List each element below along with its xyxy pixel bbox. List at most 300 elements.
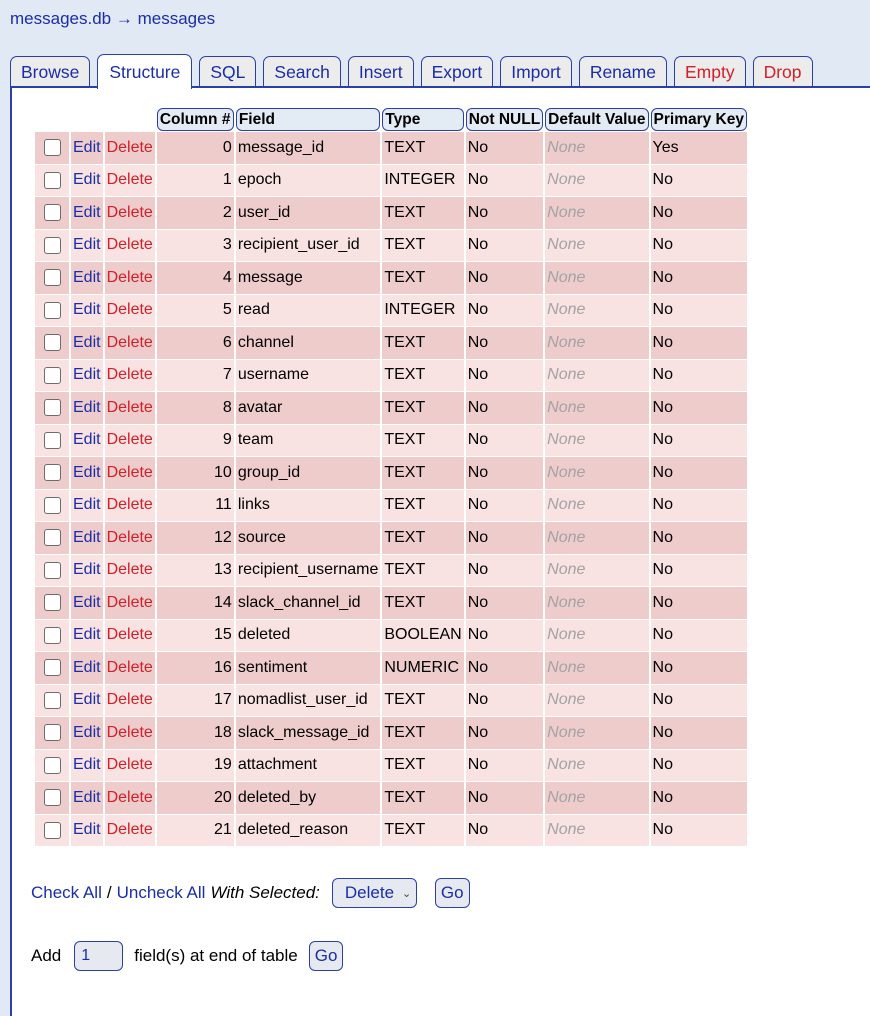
default-value: None bbox=[545, 229, 648, 262]
default-value: None bbox=[545, 456, 648, 489]
tab-export[interactable]: Export bbox=[421, 56, 494, 88]
delete-cell bbox=[105, 521, 155, 554]
column-number: 13 bbox=[157, 554, 234, 587]
field-type: TEXT bbox=[382, 749, 463, 782]
row-select-cell bbox=[35, 489, 69, 522]
column-number: 10 bbox=[157, 456, 234, 489]
row-select-cell bbox=[35, 326, 69, 359]
field-name: nomadlist_user_id bbox=[236, 684, 381, 717]
field-type: TEXT bbox=[382, 586, 463, 619]
delete-link[interactable]: Delete bbox=[106, 203, 153, 221]
field-name: slack_message_id bbox=[236, 716, 381, 749]
add-label: Add bbox=[31, 946, 62, 965]
primary-key-value: No bbox=[651, 521, 747, 554]
bulk-action-value: Delete bbox=[344, 883, 395, 902]
delete-cell bbox=[105, 586, 155, 619]
row-select-cell bbox=[35, 814, 69, 847]
table-row bbox=[35, 456, 747, 489]
column-number: 11 bbox=[157, 489, 234, 522]
field-name: attachment bbox=[236, 749, 381, 782]
delete-link[interactable]: Delete bbox=[106, 658, 153, 676]
default-value: None bbox=[545, 196, 648, 229]
delete-cell bbox=[105, 326, 155, 359]
column-number: 15 bbox=[157, 619, 234, 652]
edit-cell bbox=[71, 521, 103, 554]
delete-link[interactable]: Delete bbox=[106, 561, 153, 579]
field-name: deleted_by bbox=[236, 781, 381, 814]
edit-cell bbox=[71, 391, 103, 424]
delete-link[interactable]: Delete bbox=[106, 723, 153, 741]
column-number: 3 bbox=[157, 229, 234, 262]
not-null-value: No bbox=[466, 716, 543, 749]
table-row bbox=[35, 619, 747, 652]
delete-link[interactable]: Delete bbox=[106, 756, 153, 774]
default-value: None bbox=[545, 554, 648, 587]
edit-cell bbox=[71, 424, 103, 457]
row-checkbox[interactable] bbox=[44, 822, 61, 839]
tab-empty[interactable]: Empty bbox=[674, 56, 746, 88]
edit-link[interactable]: Edit bbox=[73, 138, 101, 156]
tab-search[interactable]: Search bbox=[263, 56, 340, 88]
primary-key-value: No bbox=[651, 554, 747, 587]
delete-cell bbox=[105, 164, 155, 197]
row-checkbox[interactable] bbox=[44, 724, 61, 741]
separator: / bbox=[106, 883, 112, 902]
table-row bbox=[35, 261, 747, 294]
edit-cell bbox=[71, 359, 103, 392]
header-blank bbox=[105, 108, 155, 131]
edit-link[interactable]: Edit bbox=[73, 821, 101, 839]
field-count-input[interactable]: 1 bbox=[74, 941, 123, 971]
primary-key-value: No bbox=[651, 164, 747, 197]
uncheck-all-link[interactable]: Uncheck All bbox=[116, 883, 206, 902]
field-name: team bbox=[236, 424, 381, 457]
edit-link[interactable]: Edit bbox=[73, 658, 101, 676]
add-fields-suffix: field(s) at end of table bbox=[134, 946, 298, 965]
row-select-cell bbox=[35, 391, 69, 424]
table-row bbox=[35, 554, 747, 587]
edit-cell bbox=[71, 554, 103, 587]
primary-key-value: No bbox=[651, 749, 747, 782]
check-all-link[interactable]: Check All bbox=[31, 883, 102, 902]
bulk-action-select[interactable] bbox=[332, 878, 417, 908]
table-row bbox=[35, 781, 747, 814]
field-type: INTEGER bbox=[382, 164, 463, 197]
row-select-cell bbox=[35, 164, 69, 197]
delete-link[interactable]: Delete bbox=[106, 333, 153, 351]
delete-cell bbox=[105, 651, 155, 684]
delete-cell bbox=[105, 456, 155, 489]
primary-key-value: No bbox=[651, 359, 747, 392]
not-null-value: No bbox=[466, 359, 543, 392]
table-row bbox=[35, 229, 747, 262]
primary-key-value: No bbox=[651, 586, 747, 619]
not-null-value: No bbox=[466, 424, 543, 457]
table-row bbox=[35, 164, 747, 197]
edit-link[interactable]: Edit bbox=[73, 366, 101, 384]
field-name: recipient_username bbox=[236, 554, 381, 587]
table-row bbox=[35, 391, 747, 424]
edit-cell bbox=[71, 164, 103, 197]
default-value: None bbox=[545, 814, 648, 847]
breadcrumb-arrow: → bbox=[115, 9, 133, 28]
table-row bbox=[35, 684, 747, 717]
header-field[interactable]: Field bbox=[236, 108, 381, 131]
header-column-num[interactable]: Column # bbox=[157, 108, 234, 131]
not-null-value: No bbox=[466, 131, 543, 164]
header-default-value[interactable]: Default Value bbox=[545, 108, 648, 131]
row-checkbox[interactable] bbox=[44, 757, 61, 774]
delete-link[interactable]: Delete bbox=[106, 463, 153, 481]
row-select-cell bbox=[35, 261, 69, 294]
edit-cell bbox=[71, 684, 103, 717]
default-value: None bbox=[545, 359, 648, 392]
edit-link[interactable]: Edit bbox=[73, 203, 101, 221]
tab-structure[interactable]: Structure bbox=[97, 54, 192, 89]
delete-link[interactable]: Delete bbox=[106, 301, 153, 319]
with-selected-label: With Selected: bbox=[210, 883, 320, 902]
add-fields-go-button[interactable]: Go bbox=[309, 941, 344, 971]
default-value: None bbox=[545, 521, 648, 554]
edit-link[interactable]: Edit bbox=[73, 268, 101, 286]
delete-link[interactable]: Delete bbox=[106, 236, 153, 254]
field-name: read bbox=[236, 294, 381, 327]
field-type: INTEGER bbox=[382, 294, 463, 327]
row-checkbox[interactable] bbox=[44, 367, 61, 384]
not-null-value: No bbox=[466, 554, 543, 587]
tab-browse[interactable]: Browse bbox=[10, 56, 90, 88]
field-type: TEXT bbox=[382, 684, 463, 717]
edit-link[interactable]: Edit bbox=[73, 333, 101, 351]
delete-link[interactable]: Delete bbox=[106, 691, 153, 709]
table-row bbox=[35, 521, 747, 554]
row-checkbox[interactable] bbox=[44, 432, 61, 449]
bulk-actions bbox=[31, 878, 470, 908]
not-null-value: No bbox=[466, 684, 543, 717]
default-value: None bbox=[545, 651, 648, 684]
row-checkbox[interactable] bbox=[44, 529, 61, 546]
delete-link[interactable]: Delete bbox=[106, 593, 153, 611]
column-number: 1 bbox=[157, 164, 234, 197]
table-row bbox=[35, 749, 747, 782]
header-type[interactable]: Type bbox=[382, 108, 463, 131]
bulk-go-button[interactable]: Go bbox=[435, 878, 470, 908]
not-null-value: No bbox=[466, 261, 543, 294]
edit-link[interactable]: Edit bbox=[73, 236, 101, 254]
default-value: None bbox=[545, 716, 648, 749]
row-select-cell bbox=[35, 749, 69, 782]
delete-cell bbox=[105, 229, 155, 262]
edit-cell bbox=[71, 196, 103, 229]
edit-link[interactable]: Edit bbox=[73, 723, 101, 741]
delete-link[interactable]: Delete bbox=[106, 398, 153, 416]
delete-cell bbox=[105, 749, 155, 782]
default-value: None bbox=[545, 619, 648, 652]
tab-drop[interactable]: Drop bbox=[753, 56, 813, 88]
table-row bbox=[35, 651, 747, 684]
field-type: TEXT bbox=[382, 456, 463, 489]
edit-link[interactable]: Edit bbox=[73, 691, 101, 709]
column-number: 17 bbox=[157, 684, 234, 717]
edit-cell bbox=[71, 749, 103, 782]
delete-link[interactable]: Delete bbox=[106, 528, 153, 546]
not-null-value: No bbox=[466, 749, 543, 782]
not-null-value: No bbox=[466, 781, 543, 814]
table-row bbox=[35, 196, 747, 229]
table-row bbox=[35, 131, 747, 164]
field-type: TEXT bbox=[382, 391, 463, 424]
primary-key-value: No bbox=[651, 196, 747, 229]
field-type: TEXT bbox=[382, 781, 463, 814]
column-number: 4 bbox=[157, 261, 234, 294]
delete-link[interactable]: Delete bbox=[106, 821, 153, 839]
delete-link[interactable]: Delete bbox=[106, 626, 153, 644]
primary-key-value: No bbox=[651, 391, 747, 424]
delete-cell bbox=[105, 684, 155, 717]
delete-link[interactable]: Delete bbox=[106, 366, 153, 384]
row-checkbox[interactable] bbox=[44, 172, 61, 189]
default-value: None bbox=[545, 391, 648, 424]
tab-sql[interactable]: SQL bbox=[199, 56, 256, 88]
delete-link[interactable]: Delete bbox=[106, 268, 153, 286]
breadcrumb-database-link[interactable]: messages.db bbox=[10, 9, 112, 28]
field-type: TEXT bbox=[382, 326, 463, 359]
structure-panel bbox=[10, 86, 870, 1016]
field-type: TEXT bbox=[382, 196, 463, 229]
delete-cell bbox=[105, 131, 155, 164]
field-name: message_id bbox=[236, 131, 381, 164]
field-type: TEXT bbox=[382, 554, 463, 587]
not-null-value: No bbox=[466, 456, 543, 489]
default-value: None bbox=[545, 781, 648, 814]
column-number: 18 bbox=[157, 716, 234, 749]
not-null-value: No bbox=[466, 294, 543, 327]
table-header-row bbox=[35, 108, 747, 131]
delete-link[interactable]: Delete bbox=[106, 496, 153, 514]
column-number: 16 bbox=[157, 651, 234, 684]
row-select-cell bbox=[35, 619, 69, 652]
primary-key-value: No bbox=[651, 781, 747, 814]
field-name: sentiment bbox=[236, 651, 381, 684]
row-select-cell bbox=[35, 554, 69, 587]
column-number: 12 bbox=[157, 521, 234, 554]
breadcrumb bbox=[10, 9, 215, 29]
row-select-cell bbox=[35, 359, 69, 392]
edit-cell bbox=[71, 131, 103, 164]
default-value: None bbox=[545, 684, 648, 717]
delete-link[interactable]: Delete bbox=[106, 788, 153, 806]
field-name: deleted bbox=[236, 619, 381, 652]
row-checkbox[interactable] bbox=[44, 789, 61, 806]
edit-cell bbox=[71, 326, 103, 359]
not-null-value: No bbox=[466, 391, 543, 424]
edit-cell bbox=[71, 261, 103, 294]
edit-cell bbox=[71, 814, 103, 847]
field-name: source bbox=[236, 521, 381, 554]
add-fields-form bbox=[31, 941, 343, 971]
primary-key-value: No bbox=[651, 424, 747, 457]
row-checkbox[interactable] bbox=[44, 139, 61, 156]
header-blank bbox=[35, 108, 69, 131]
row-select-cell bbox=[35, 131, 69, 164]
not-null-value: No bbox=[466, 196, 543, 229]
tab-bar bbox=[10, 53, 820, 88]
chevron-down-icon: ⌄ bbox=[402, 887, 412, 900]
not-null-value: No bbox=[466, 229, 543, 262]
row-checkbox[interactable] bbox=[44, 204, 61, 221]
column-number: 6 bbox=[157, 326, 234, 359]
field-type: TEXT bbox=[382, 131, 463, 164]
not-null-value: No bbox=[466, 814, 543, 847]
row-checkbox[interactable] bbox=[44, 237, 61, 254]
delete-cell bbox=[105, 554, 155, 587]
row-checkbox[interactable] bbox=[44, 334, 61, 351]
row-select-cell bbox=[35, 196, 69, 229]
row-select-cell bbox=[35, 781, 69, 814]
tab-import[interactable]: Import bbox=[500, 56, 572, 88]
field-type: BOOLEAN bbox=[382, 619, 463, 652]
default-value: None bbox=[545, 749, 648, 782]
header-primary-key[interactable]: Primary Key bbox=[651, 108, 747, 131]
edit-cell bbox=[71, 456, 103, 489]
column-number: 0 bbox=[157, 131, 234, 164]
row-checkbox[interactable] bbox=[44, 692, 61, 709]
row-checkbox[interactable] bbox=[44, 302, 61, 319]
primary-key-value: No bbox=[651, 456, 747, 489]
row-checkbox[interactable] bbox=[44, 627, 61, 644]
field-type: TEXT bbox=[382, 229, 463, 262]
delete-link[interactable]: Delete bbox=[106, 171, 153, 189]
field-name: slack_channel_id bbox=[236, 586, 381, 619]
primary-key-value: No bbox=[651, 326, 747, 359]
not-null-value: No bbox=[466, 326, 543, 359]
field-type: TEXT bbox=[382, 359, 463, 392]
edit-cell bbox=[71, 489, 103, 522]
edit-cell bbox=[71, 716, 103, 749]
delete-link[interactable]: Delete bbox=[106, 431, 153, 449]
row-checkbox[interactable] bbox=[44, 659, 61, 676]
tab-rename[interactable]: Rename bbox=[579, 56, 667, 88]
table-row bbox=[35, 294, 747, 327]
column-number: 9 bbox=[157, 424, 234, 457]
edit-link[interactable]: Edit bbox=[73, 561, 101, 579]
primary-key-value: No bbox=[651, 684, 747, 717]
field-type: TEXT bbox=[382, 716, 463, 749]
table-row bbox=[35, 359, 747, 392]
primary-key-value: Yes bbox=[651, 131, 747, 164]
default-value: None bbox=[545, 586, 648, 619]
delete-cell bbox=[105, 424, 155, 457]
primary-key-value: No bbox=[651, 651, 747, 684]
edit-cell bbox=[71, 651, 103, 684]
field-name: message bbox=[236, 261, 381, 294]
column-number: 19 bbox=[157, 749, 234, 782]
tab-insert[interactable]: Insert bbox=[348, 56, 414, 88]
row-select-cell bbox=[35, 229, 69, 262]
column-number: 14 bbox=[157, 586, 234, 619]
delete-cell bbox=[105, 716, 155, 749]
edit-link[interactable]: Edit bbox=[73, 398, 101, 416]
edit-link[interactable]: Edit bbox=[73, 528, 101, 546]
field-name: deleted_reason bbox=[236, 814, 381, 847]
row-checkbox[interactable] bbox=[44, 399, 61, 416]
primary-key-value: No bbox=[651, 619, 747, 652]
edit-link[interactable]: Edit bbox=[73, 463, 101, 481]
delete-link[interactable]: Delete bbox=[106, 138, 153, 156]
field-type: TEXT bbox=[382, 814, 463, 847]
breadcrumb-table-link[interactable]: messages bbox=[137, 9, 216, 28]
primary-key-value: No bbox=[651, 229, 747, 262]
table-row bbox=[35, 586, 747, 619]
row-select-cell bbox=[35, 586, 69, 619]
default-value: None bbox=[545, 261, 648, 294]
column-number: 8 bbox=[157, 391, 234, 424]
not-null-value: No bbox=[466, 586, 543, 619]
table-row bbox=[35, 424, 747, 457]
row-checkbox[interactable] bbox=[44, 269, 61, 286]
field-name: username bbox=[236, 359, 381, 392]
delete-cell bbox=[105, 391, 155, 424]
table-row bbox=[35, 814, 747, 847]
edit-cell bbox=[71, 294, 103, 327]
field-name: group_id bbox=[236, 456, 381, 489]
field-type: NUMERIC bbox=[382, 651, 463, 684]
edit-cell bbox=[71, 229, 103, 262]
row-checkbox[interactable] bbox=[44, 464, 61, 481]
table-row bbox=[35, 326, 747, 359]
row-select-cell bbox=[35, 651, 69, 684]
column-number: 21 bbox=[157, 814, 234, 847]
structure-table bbox=[33, 108, 749, 846]
edit-link[interactable]: Edit bbox=[73, 496, 101, 514]
header-blank bbox=[71, 108, 103, 131]
edit-link[interactable]: Edit bbox=[73, 788, 101, 806]
default-value: None bbox=[545, 131, 648, 164]
field-type: TEXT bbox=[382, 424, 463, 457]
delete-cell bbox=[105, 489, 155, 522]
not-null-value: No bbox=[466, 521, 543, 554]
row-checkbox[interactable] bbox=[44, 562, 61, 579]
field-name: recipient_user_id bbox=[236, 229, 381, 262]
field-type: TEXT bbox=[382, 521, 463, 554]
row-select-cell bbox=[35, 716, 69, 749]
field-type: TEXT bbox=[382, 261, 463, 294]
edit-cell bbox=[71, 781, 103, 814]
delete-cell bbox=[105, 196, 155, 229]
edit-link[interactable]: Edit bbox=[73, 756, 101, 774]
column-number: 7 bbox=[157, 359, 234, 392]
table-row bbox=[35, 716, 747, 749]
row-select-cell bbox=[35, 521, 69, 554]
edit-link[interactable]: Edit bbox=[73, 626, 101, 644]
edit-link[interactable]: Edit bbox=[73, 171, 101, 189]
column-number: 5 bbox=[157, 294, 234, 327]
row-checkbox[interactable] bbox=[44, 497, 61, 514]
row-select-cell bbox=[35, 294, 69, 327]
not-null-value: No bbox=[466, 651, 543, 684]
delete-cell bbox=[105, 781, 155, 814]
default-value: None bbox=[545, 164, 648, 197]
row-select-cell bbox=[35, 456, 69, 489]
field-name: epoch bbox=[236, 164, 381, 197]
edit-cell bbox=[71, 586, 103, 619]
edit-link[interactable]: Edit bbox=[73, 431, 101, 449]
edit-link[interactable]: Edit bbox=[73, 301, 101, 319]
row-checkbox[interactable] bbox=[44, 594, 61, 611]
default-value: None bbox=[545, 294, 648, 327]
header-not-null[interactable]: Not NULL bbox=[466, 108, 543, 131]
edit-link[interactable]: Edit bbox=[73, 593, 101, 611]
